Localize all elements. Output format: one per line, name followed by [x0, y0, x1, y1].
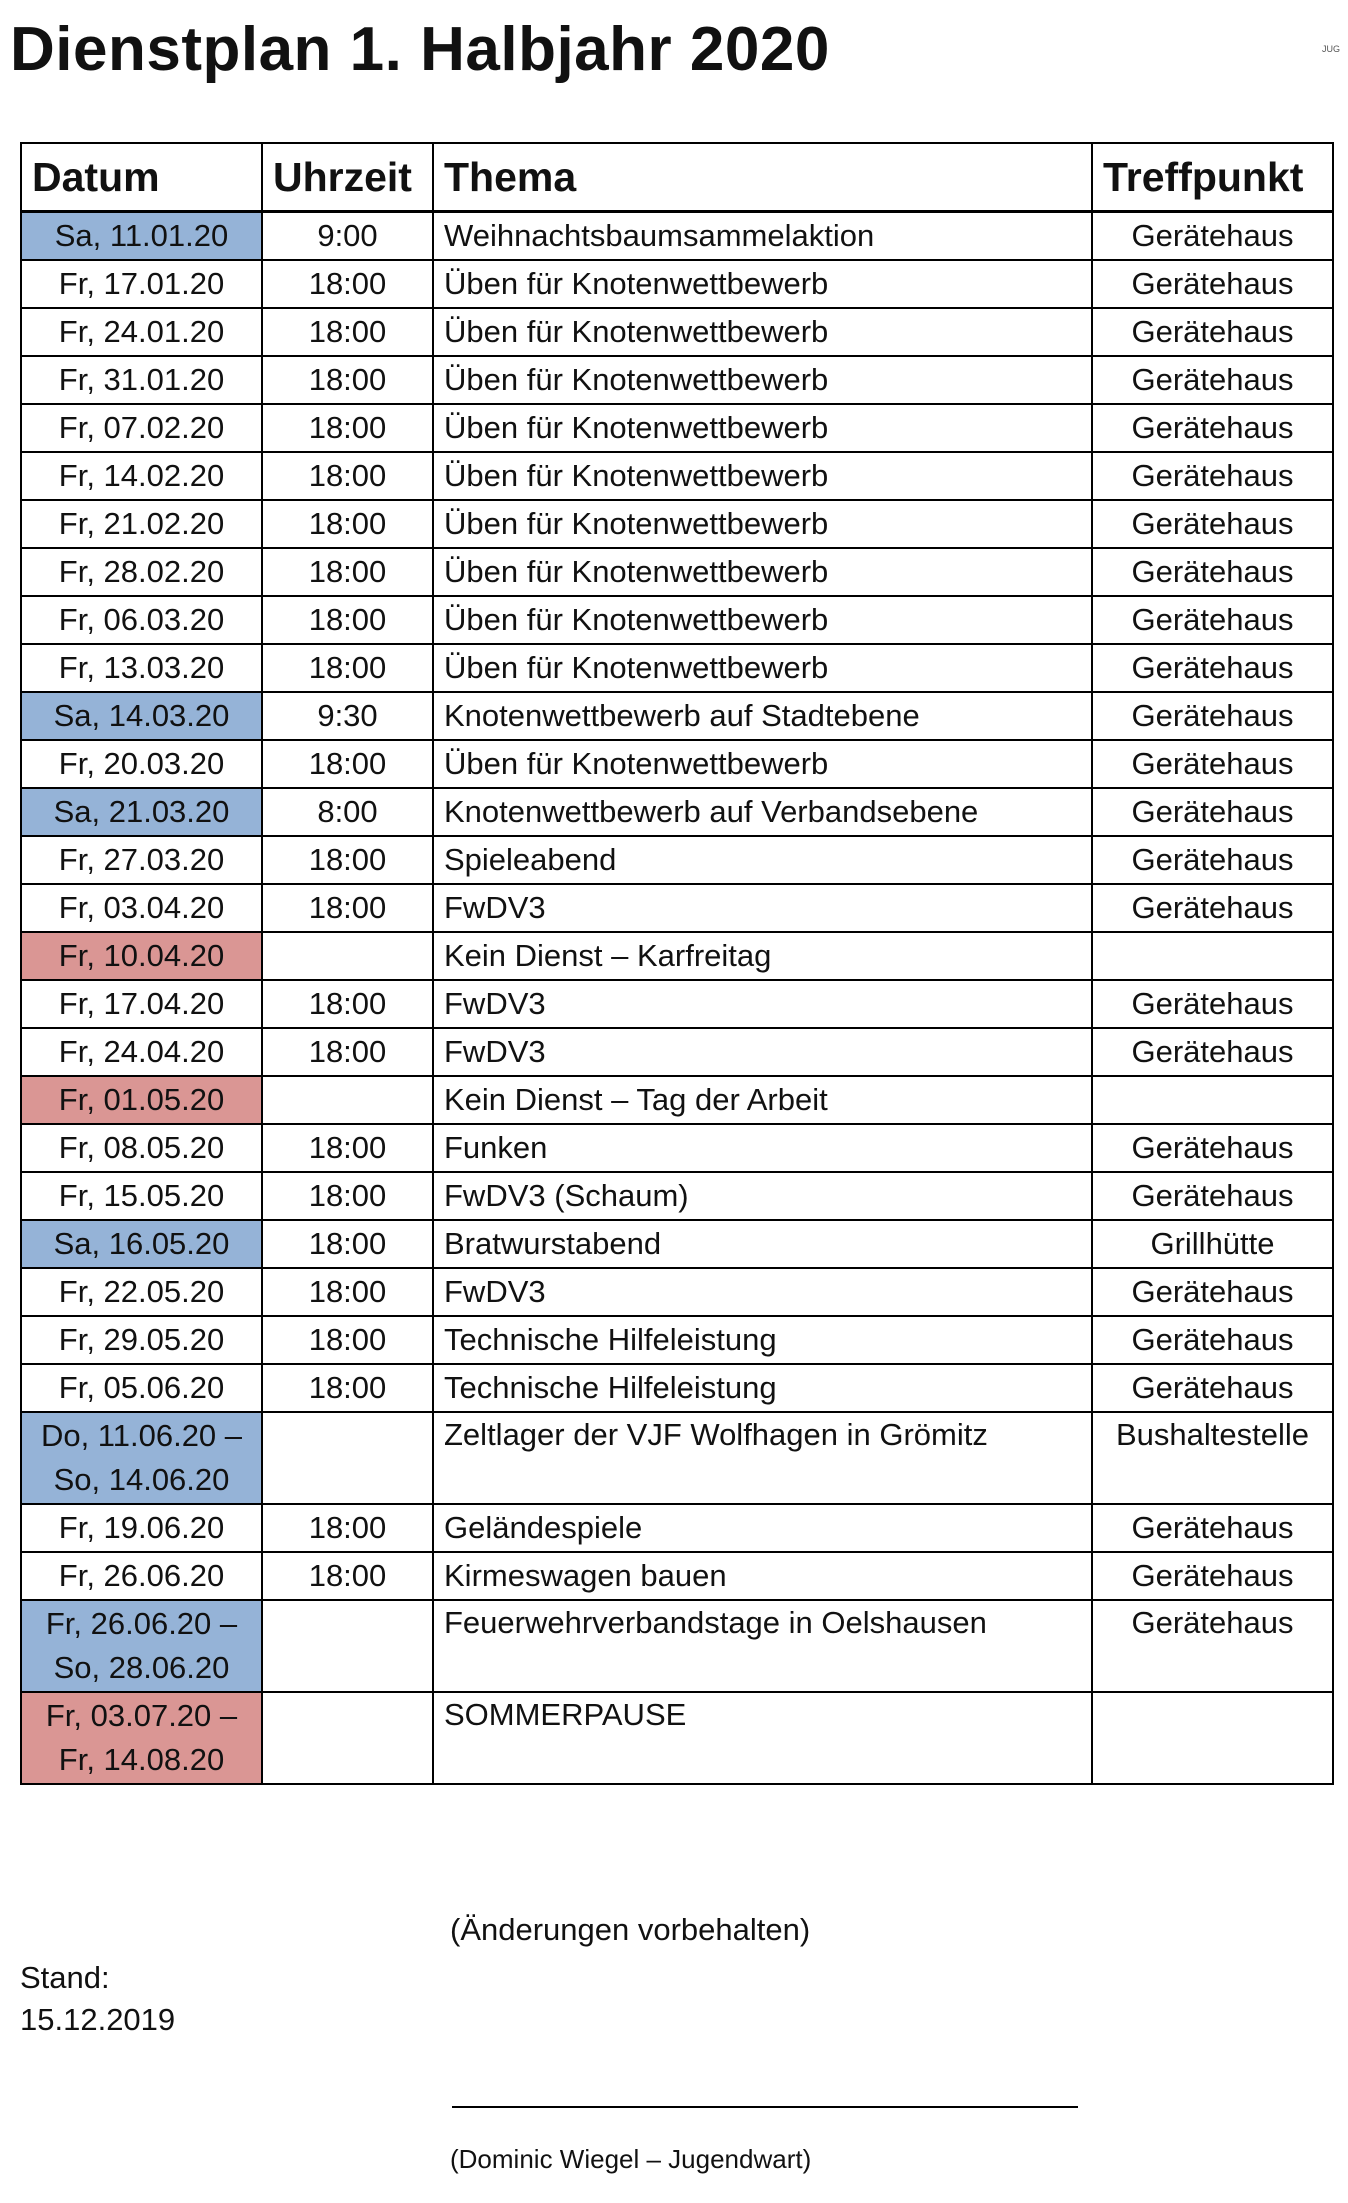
date-cell	[21, 884, 262, 932]
topic-cell: Üben für Knotenwettbewerb	[433, 356, 1092, 404]
place-cell: Gerätehaus	[1092, 1552, 1333, 1600]
date-cell	[21, 1172, 262, 1220]
date-text: Fr, 17.04.20	[58, 986, 225, 1021]
date-cell	[21, 1600, 262, 1692]
time-cell: 18:00	[262, 1172, 433, 1220]
time-cell: 18:00	[262, 644, 433, 692]
date-text: Fr, 21.02.20	[58, 506, 225, 541]
date-text: Fr, 03.04.20	[58, 890, 225, 925]
time-cell: 18:00	[262, 740, 433, 788]
topic-cell: FwDV3 (Schaum)	[433, 1172, 1092, 1220]
date-end-text: So, 14.06.20	[53, 1462, 230, 1497]
place-cell: Gerätehaus	[1092, 548, 1333, 596]
table-row	[21, 1552, 1333, 1600]
date-cell	[21, 788, 262, 836]
time-cell: 18:00	[262, 308, 433, 356]
date-cell	[21, 1504, 262, 1552]
date-text: Fr, 22.05.20	[58, 1274, 225, 1309]
date-text: Fr, 26.06.20	[58, 1558, 225, 1593]
place-cell: Gerätehaus	[1092, 1504, 1333, 1552]
topic-cell: FwDV3	[433, 1028, 1092, 1076]
place-cell: Gerätehaus	[1092, 1364, 1333, 1412]
place-cell: Gerätehaus	[1092, 356, 1333, 404]
table-row	[21, 1028, 1333, 1076]
table-row	[21, 740, 1333, 788]
time-cell: 9:00	[262, 212, 433, 261]
date-cell	[21, 212, 262, 261]
table-row	[21, 1692, 1333, 1784]
place-cell: Gerätehaus	[1092, 212, 1333, 261]
header-time: Uhrzeit	[262, 143, 433, 212]
time-cell: 18:00	[262, 596, 433, 644]
table-row	[21, 1076, 1333, 1124]
topic-cell: Knotenwettbewerb auf Verbandsebene	[433, 788, 1092, 836]
changes-note: (Änderungen vorbehalten)	[450, 1912, 811, 1947]
table-row	[21, 404, 1333, 452]
date-text: Fr, 27.03.20	[58, 842, 225, 877]
table-row	[21, 1124, 1333, 1172]
schedule-table	[20, 142, 1334, 1785]
date-text: Fr, 15.05.20	[58, 1178, 225, 1213]
date-cell	[21, 836, 262, 884]
time-cell: 18:00	[262, 884, 433, 932]
place-cell: Gerätehaus	[1092, 260, 1333, 308]
page-title: Dienstplan 1. Halbjahr 2020	[10, 15, 830, 84]
time-cell: 18:00	[262, 1220, 433, 1268]
date-text: Fr, 07.02.20	[58, 410, 225, 445]
date-text: Fr, 06.03.20	[58, 602, 225, 637]
date-text: Fr, 24.01.20	[58, 314, 225, 349]
date-cell	[21, 596, 262, 644]
date-cell	[21, 260, 262, 308]
time-cell	[262, 1076, 433, 1124]
place-cell: Gerätehaus	[1092, 884, 1333, 932]
table-row	[21, 1268, 1333, 1316]
date-cell	[21, 404, 262, 452]
date-cell	[21, 1076, 262, 1124]
date-text: Fr, 14.02.20	[58, 458, 225, 493]
header-topic: Thema	[433, 143, 1092, 212]
date-text: Fr, 13.03.20	[58, 650, 225, 685]
table-row	[21, 980, 1333, 1028]
topic-cell: Technische Hilfeleistung	[433, 1364, 1092, 1412]
time-cell: 18:00	[262, 1504, 433, 1552]
time-cell: 18:00	[262, 500, 433, 548]
topic-cell: Zeltlager der VJF Wolfhagen in Grömitz	[433, 1412, 1092, 1504]
topic-cell: Üben für Knotenwettbewerb	[433, 500, 1092, 548]
topic-cell: FwDV3	[433, 1268, 1092, 1316]
time-cell: 18:00	[262, 1552, 433, 1600]
date-text: Fr, 08.05.20	[58, 1130, 225, 1165]
date-end-text: So, 28.06.20	[53, 1650, 230, 1685]
place-cell: Gerätehaus	[1092, 644, 1333, 692]
topic-cell: Kein Dienst – Karfreitag	[433, 932, 1092, 980]
time-cell	[262, 932, 433, 980]
date-text: Fr, 31.01.20	[58, 362, 225, 397]
time-cell: 18:00	[262, 548, 433, 596]
time-cell: 18:00	[262, 1364, 433, 1412]
place-cell: Gerätehaus	[1092, 1600, 1333, 1692]
time-cell	[262, 1692, 433, 1784]
time-cell: 18:00	[262, 1124, 433, 1172]
table-row	[21, 452, 1333, 500]
time-cell: 18:00	[262, 836, 433, 884]
header-place: Treffpunkt	[1092, 143, 1333, 212]
table-row	[21, 1316, 1333, 1364]
header-date: Datum	[21, 143, 262, 212]
place-cell: Gerätehaus	[1092, 1268, 1333, 1316]
topic-cell: Technische Hilfeleistung	[433, 1316, 1092, 1364]
place-cell: Gerätehaus	[1092, 1316, 1333, 1364]
table-row	[21, 884, 1333, 932]
table-row	[21, 1172, 1333, 1220]
date-cell	[21, 1364, 262, 1412]
date-text: Sa, 14.03.20	[53, 698, 230, 733]
table-row	[21, 596, 1333, 644]
signature-caption: (Dominic Wiegel – Jugendwart)	[450, 2144, 812, 2174]
date-text: Fr, 26.06.20 –	[45, 1606, 238, 1641]
topic-cell: Spieleabend	[433, 836, 1092, 884]
header-row	[21, 143, 1333, 212]
date-text: Fr, 01.05.20	[58, 1082, 225, 1117]
table-row	[21, 692, 1333, 740]
place-cell: Gerätehaus	[1092, 740, 1333, 788]
table-row	[21, 1220, 1333, 1268]
date-cell	[21, 932, 262, 980]
topic-cell: Üben für Knotenwettbewerb	[433, 548, 1092, 596]
place-cell: Gerätehaus	[1092, 1124, 1333, 1172]
time-cell	[262, 1412, 433, 1504]
date-cell	[21, 1692, 262, 1784]
date-text: Sa, 21.03.20	[53, 794, 230, 829]
date-cell	[21, 1412, 262, 1504]
place-cell: Gerätehaus	[1092, 452, 1333, 500]
place-cell: Gerätehaus	[1092, 788, 1333, 836]
table-row	[21, 1600, 1333, 1692]
date-text: Fr, 17.01.20	[58, 266, 225, 301]
table-row	[21, 644, 1333, 692]
date-text: Fr, 20.03.20	[58, 746, 225, 781]
signature-line	[452, 2106, 1078, 2108]
date-cell	[21, 500, 262, 548]
place-cell	[1092, 1692, 1333, 1784]
place-cell: Gerätehaus	[1092, 836, 1333, 884]
place-cell: Bushaltestelle	[1092, 1412, 1333, 1504]
topic-cell: Üben für Knotenwettbewerb	[433, 452, 1092, 500]
time-cell: 18:00	[262, 356, 433, 404]
topic-cell: Üben für Knotenwettbewerb	[433, 308, 1092, 356]
time-cell: 8:00	[262, 788, 433, 836]
table-row	[21, 356, 1333, 404]
date-text: Fr, 24.04.20	[58, 1034, 225, 1069]
table-row	[21, 1504, 1333, 1552]
topic-cell: Üben für Knotenwettbewerb	[433, 260, 1092, 308]
date-cell	[21, 1552, 262, 1600]
topic-cell: SOMMERPAUSE	[433, 1692, 1092, 1784]
topic-cell: Üben für Knotenwettbewerb	[433, 644, 1092, 692]
topic-cell: Üben für Knotenwettbewerb	[433, 404, 1092, 452]
date-cell	[21, 1124, 262, 1172]
date-text: Fr, 05.06.20	[58, 1370, 225, 1405]
date-text: Fr, 03.07.20 –	[45, 1698, 238, 1733]
date-cell	[21, 356, 262, 404]
date-text: Sa, 16.05.20	[53, 1226, 230, 1261]
table-row	[21, 1364, 1333, 1412]
place-cell: Gerätehaus	[1092, 980, 1333, 1028]
place-cell: Gerätehaus	[1092, 1172, 1333, 1220]
date-text: Sa, 11.01.20	[54, 218, 229, 253]
topic-cell: Knotenwettbewerb auf Stadtebene	[433, 692, 1092, 740]
place-cell: Gerätehaus	[1092, 500, 1333, 548]
table-row	[21, 308, 1333, 356]
topic-cell: FwDV3	[433, 980, 1092, 1028]
topic-cell: Bratwurstabend	[433, 1220, 1092, 1268]
date-cell	[21, 644, 262, 692]
table-row	[21, 932, 1333, 980]
topic-cell: Feuerwehrverbandstage in Oelshausen	[433, 1600, 1092, 1692]
table-row	[21, 548, 1333, 596]
time-cell: 18:00	[262, 260, 433, 308]
date-text: Fr, 19.06.20	[58, 1510, 225, 1545]
topic-cell: FwDV3	[433, 884, 1092, 932]
time-cell: 9:30	[262, 692, 433, 740]
topic-cell: Geländespiele	[433, 1504, 1092, 1552]
date-cell	[21, 980, 262, 1028]
place-cell: Gerätehaus	[1092, 596, 1333, 644]
date-cell	[21, 452, 262, 500]
corner-mark: JUG	[1322, 44, 1340, 54]
time-cell: 18:00	[262, 1316, 433, 1364]
date-cell	[21, 548, 262, 596]
table-row	[21, 500, 1333, 548]
date-cell	[21, 308, 262, 356]
date-cell	[21, 1220, 262, 1268]
place-cell: Grillhütte	[1092, 1220, 1333, 1268]
time-cell: 18:00	[262, 1268, 433, 1316]
date-end-text: Fr, 14.08.20	[58, 1742, 225, 1777]
date-text: Do, 11.06.20 –	[40, 1418, 243, 1453]
topic-cell: Üben für Knotenwettbewerb	[433, 596, 1092, 644]
place-cell: Gerätehaus	[1092, 1028, 1333, 1076]
date-cell	[21, 740, 262, 788]
time-cell	[262, 1600, 433, 1692]
stand-block	[20, 1957, 175, 2041]
date-cell	[21, 1268, 262, 1316]
topic-cell: Weihnachtsbaumsammelaktion	[433, 212, 1092, 261]
date-text: Fr, 10.04.20	[58, 938, 225, 973]
place-cell: Gerätehaus	[1092, 404, 1333, 452]
table-row	[21, 788, 1333, 836]
place-cell: Gerätehaus	[1092, 692, 1333, 740]
time-cell: 18:00	[262, 452, 433, 500]
stand-date: 15.12.2019	[20, 2002, 176, 2037]
table-row	[21, 212, 1333, 261]
date-text: Fr, 29.05.20	[58, 1322, 225, 1357]
date-cell	[21, 1316, 262, 1364]
table-row	[21, 1412, 1333, 1504]
time-cell: 18:00	[262, 980, 433, 1028]
topic-cell: Kein Dienst – Tag der Arbeit	[433, 1076, 1092, 1124]
place-cell: Gerätehaus	[1092, 308, 1333, 356]
time-cell: 18:00	[262, 1028, 433, 1076]
date-cell	[21, 692, 262, 740]
date-text: Fr, 28.02.20	[58, 554, 225, 589]
date-cell	[21, 1028, 262, 1076]
topic-cell: Kirmeswagen bauen	[433, 1552, 1092, 1600]
stand-label: Stand:	[20, 1960, 110, 1995]
place-cell	[1092, 1076, 1333, 1124]
table-row	[21, 260, 1333, 308]
topic-cell: Üben für Knotenwettbewerb	[433, 740, 1092, 788]
topic-cell: Funken	[433, 1124, 1092, 1172]
table-row	[21, 836, 1333, 884]
time-cell: 18:00	[262, 404, 433, 452]
place-cell	[1092, 932, 1333, 980]
